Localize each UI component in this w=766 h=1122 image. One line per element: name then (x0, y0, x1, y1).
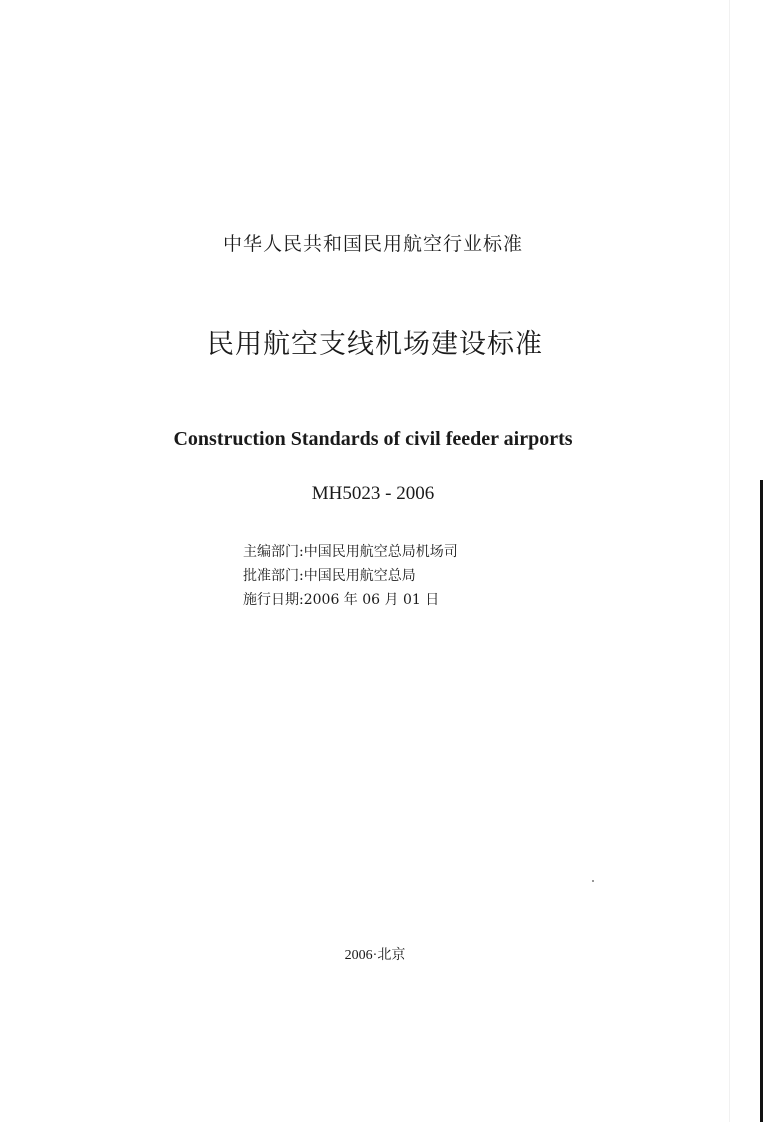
approving-department: 批准部门:中国民用航空总局 (243, 568, 416, 584)
publication-year-place: 2006·北京 (344, 948, 406, 963)
industry-standard-header: 中华人民共和国民用航空行业标准 (222, 233, 523, 255)
document-title: 民用航空支线机场建设标准 (207, 329, 543, 360)
issuance-info (243, 540, 458, 612)
effective-date: 施行日期:2006 年 06 月 01 日 (243, 592, 440, 608)
standard-number: MH5023 - 2006 (311, 483, 435, 504)
english-title: Construction Standards of civil feeder airports (173, 428, 573, 450)
scan-edge-line (760, 480, 763, 1122)
editing-department: 主编部门:中国民用航空总局机场司 (243, 544, 458, 560)
scan-speck (592, 880, 594, 882)
